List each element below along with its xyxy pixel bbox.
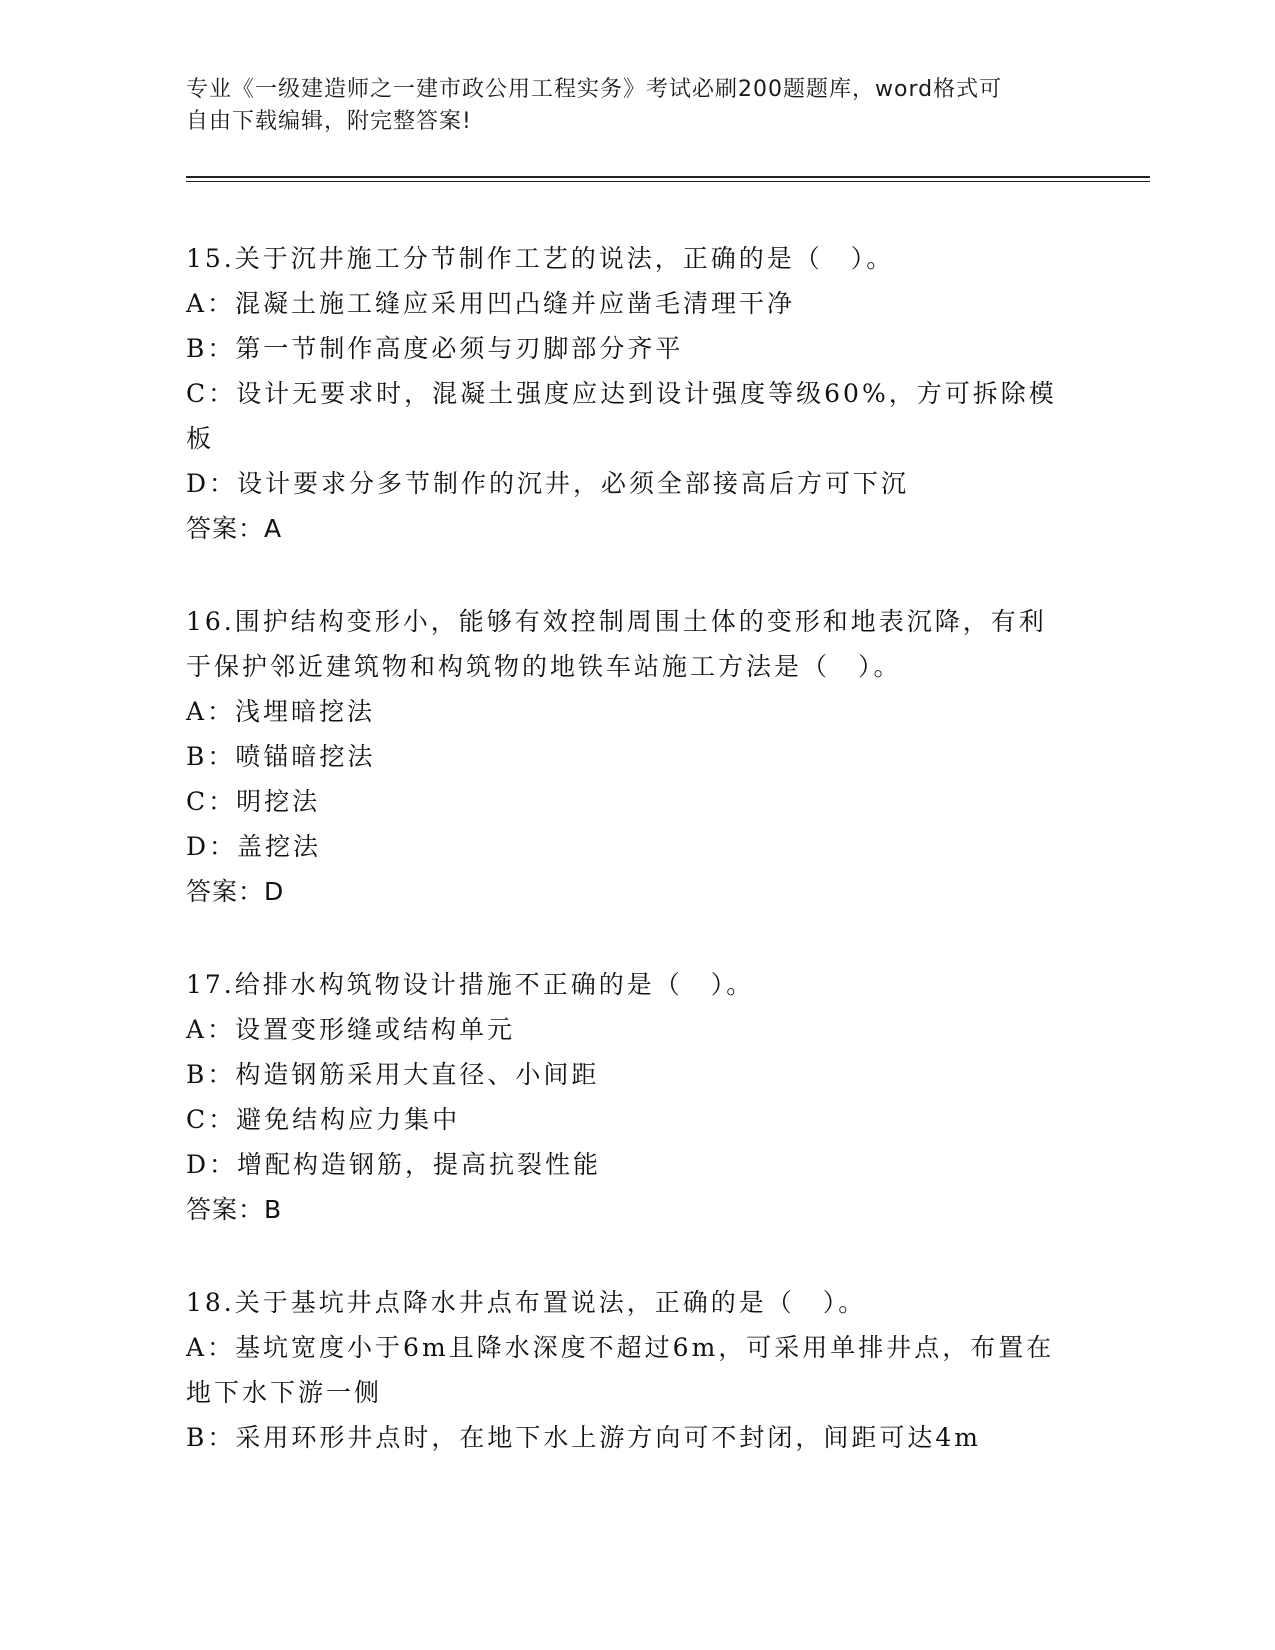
header-divider (186, 176, 1150, 182)
answer-option: B：喷锚暗挖法 (186, 742, 376, 771)
answer-option: B：构造钢筋采用大直径、小间距 (186, 1060, 600, 1089)
question-block (186, 1280, 1086, 1460)
question-stem: 15.关于沉井施工分节制作工艺的说法，正确的是（ ）。 (186, 244, 895, 273)
answer-option: C：明挖法 (186, 787, 321, 816)
question-stem: 17.给排水构筑物设计措施不正确的是（ ）。 (186, 970, 755, 999)
answer-option: 地下水下游一侧 (186, 1378, 383, 1407)
question-stem: 18.关于基坑井点降水井点布置说法，正确的是（ ）。 (186, 1288, 867, 1317)
answer-key: 答案：B (186, 1195, 283, 1224)
question-block (186, 599, 1086, 914)
answer-option: D：增配构造钢筋，提高抗裂性能 (186, 1150, 602, 1179)
answer-key: 答案：D (186, 877, 285, 906)
answer-option: 板 (186, 424, 215, 453)
answer-option: D：设计要求分多节制作的沉井，必须全部接高后方可下沉 (186, 469, 910, 498)
answer-key: 答案：A (186, 514, 283, 543)
answer-option: A：混凝土施工缝应采用凹凸缝并应凿毛清理干净 (186, 289, 796, 318)
header-line-2: 自由下载编辑，附完整答案! (186, 109, 472, 134)
answer-option: C：避免结构应力集中 (186, 1105, 461, 1134)
answer-option: B：第一节制作高度必须与刃脚部分齐平 (186, 334, 684, 363)
answer-option: D：盖挖法 (186, 832, 322, 861)
answer-option: A：基坑宽度小于6m且降水深度不超过6m，可采用单排井点，布置在 (186, 1333, 1055, 1362)
question-block (186, 962, 1086, 1232)
question-stem: 16.围护结构变形小，能够有效控制周围土体的变形和地表沉降，有利 (186, 607, 1047, 636)
question-list (186, 236, 1086, 1508)
answer-option: B：采用环形井点时，在地下水上游方向可不封闭，间距可达4m (186, 1423, 981, 1452)
answer-option: C：设计无要求时，混凝土强度应达到设计强度等级60%，方可拆除模 (186, 379, 1057, 408)
document-header (186, 74, 1066, 138)
answer-option: A：设置变形缝或结构单元 (186, 1015, 516, 1044)
header-line-1: 专业《一级建造师之一建市政公用工程实务》考试必刷200题题库，word格式可 (186, 77, 1003, 102)
question-stem: 于保护邻近建筑物和构筑物的地铁车站施工方法是（ ）。 (186, 652, 902, 681)
answer-option: A：浅埋暗挖法 (186, 697, 376, 726)
question-block (186, 236, 1086, 551)
